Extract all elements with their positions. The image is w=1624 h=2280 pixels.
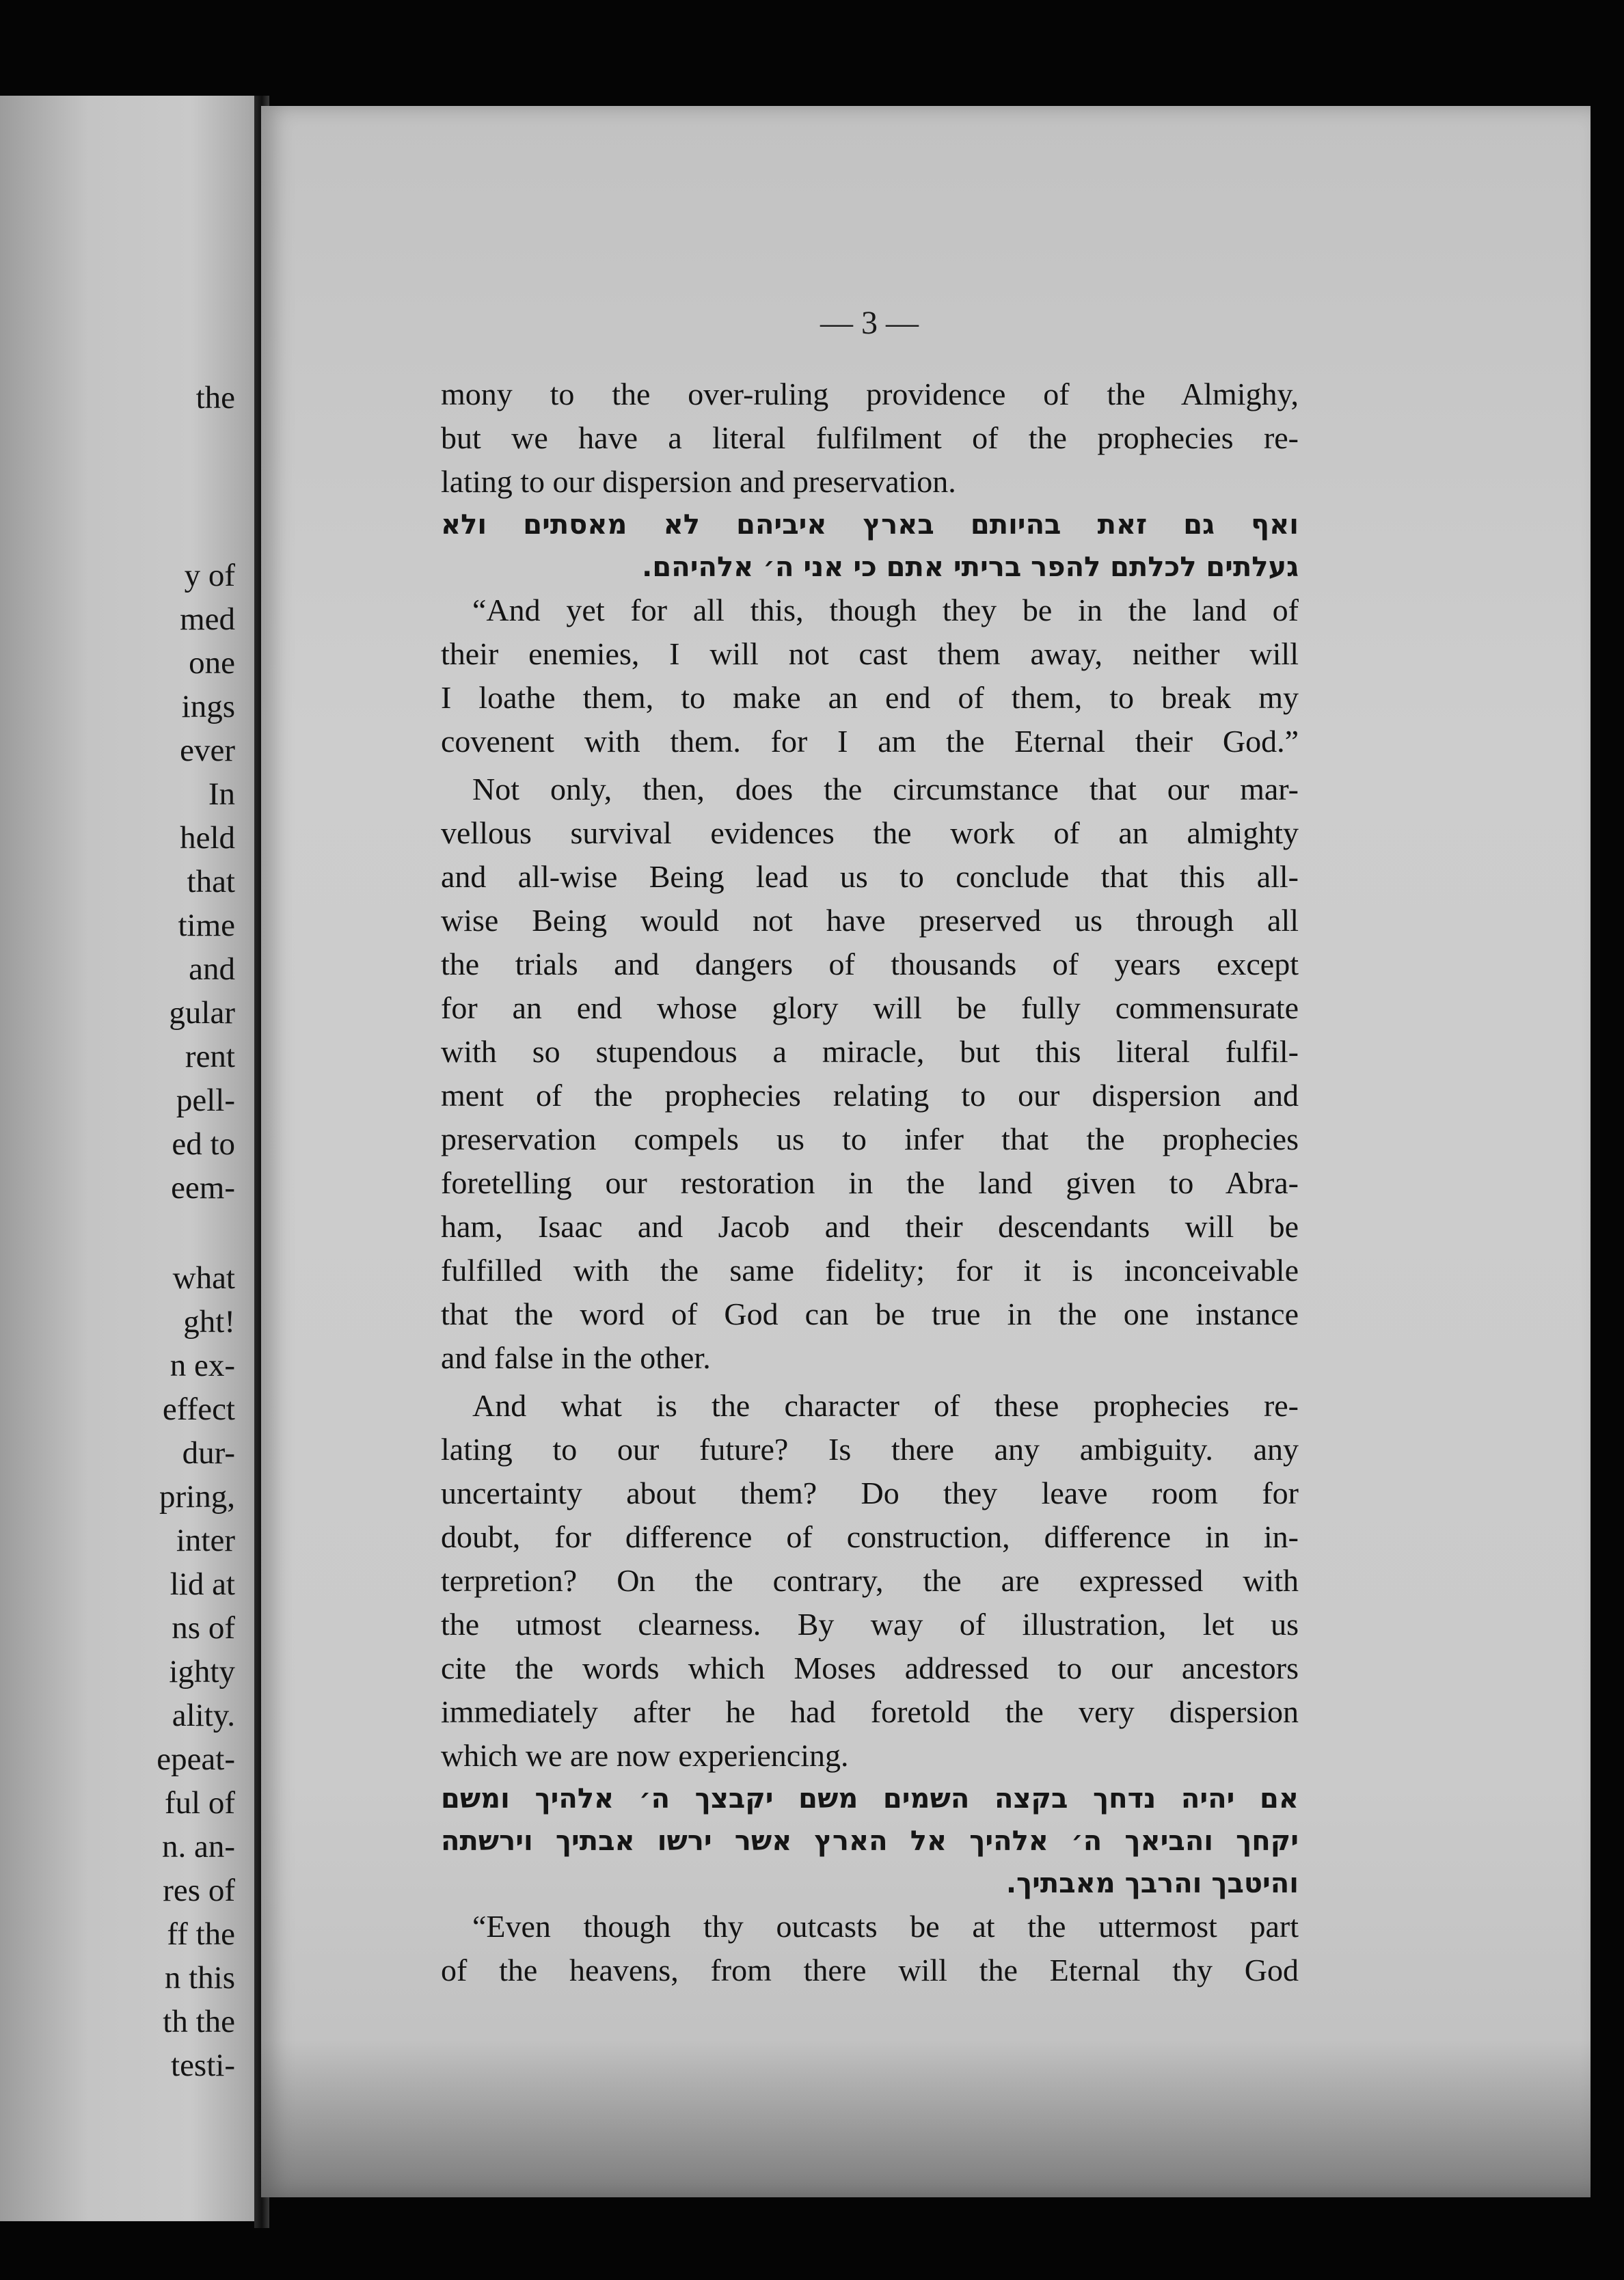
left-page-line: time	[178, 908, 235, 943]
left-page-line: n ex-	[170, 1348, 235, 1383]
left-page-line: ighty	[169, 1654, 235, 1689]
left-page-line: effect	[162, 1392, 235, 1427]
text-line: doubt, for difference of construction, difference in in-	[441, 1519, 1299, 1554]
text-line: I loathe them, to make an end of them, to break my	[441, 680, 1299, 715]
left-page-line: ever	[180, 733, 235, 768]
hebrew-text-line: ואף גם זאת בהיותם בארץ איביהם לא מאסתים ולא	[441, 509, 1299, 541]
text-line: and false in the other.	[441, 1340, 711, 1375]
left-page-line: th the	[163, 2004, 235, 2039]
text-line: covenent with them. for I am the Eternal their God.”	[441, 724, 1299, 759]
left-page-line: ns of	[172, 1610, 235, 1646]
text-line: terpretion? On the contrary, the are expressed with	[441, 1563, 1299, 1598]
left-page-line: ght!	[183, 1304, 235, 1340]
left-page-line: n this	[164, 1960, 235, 1996]
text-line: but we have a literal fulfilment of the prophecies re-	[441, 420, 1299, 455]
text-line: mony to the over-ruling providence of the Almighy,	[441, 377, 1299, 411]
left-page-line: med	[180, 601, 235, 637]
hebrew-text-line: והיטבך והרבך מאבתיך.	[1005, 1868, 1299, 1899]
text-line: immediately after he had foretold the very dispersion	[441, 1694, 1299, 1729]
text-line: fulfilled with the same fidelity; for it is inconceivable	[441, 1253, 1299, 1288]
left-page-line: held	[180, 820, 235, 856]
left-page-line: ed to	[172, 1126, 235, 1162]
text-line: ham, Isaac and Jacob and their descendants will be	[441, 1209, 1299, 1244]
left-page-line: pell-	[176, 1083, 235, 1118]
left-page-line: res of	[163, 1873, 235, 1908]
text-line: of the heavens, from there will the Eternal thy God	[441, 1953, 1299, 1987]
left-page-line: ings	[181, 689, 235, 724]
left-page-line: ff the	[167, 1916, 235, 1952]
text-line: “Even though thy outcasts be at the uttermost part	[472, 1909, 1299, 1944]
text-line: preservation compels us to infer that the prophecies	[441, 1122, 1299, 1156]
left-page-line: testi-	[171, 2048, 235, 2083]
hebrew-text-line: יקחך והביאך ה׳ אלהיך אל הארץ אשר ירשו אבתיך וירשתה	[441, 1826, 1299, 1857]
text-line: the utmost clearness. By way of illustration, let us	[441, 1607, 1299, 1642]
left-page-line: ful of	[164, 1785, 235, 1821]
left-page-line: rent	[185, 1039, 235, 1074]
text-line: lating to our future? Is there any ambiguity. any	[441, 1432, 1299, 1467]
page-stain	[261, 2040, 1591, 2197]
left-page-line: lid at	[170, 1566, 235, 1602]
text-line: that the word of God can be true in the one instance	[441, 1297, 1299, 1331]
left-page-line: the	[195, 380, 235, 416]
text-line: vellous survival evidences the work of an almighty	[441, 815, 1299, 850]
left-page-line: In	[208, 776, 235, 812]
hebrew-text-line: אם יהיה נדחך בקצה השמים משם יקבצך ה׳ אלהיך ומשם	[441, 1783, 1299, 1815]
left-page-line: inter	[176, 1523, 235, 1558]
previous-page	[0, 96, 254, 2221]
page-number: — 3 —	[820, 305, 919, 341]
left-page-line: eem-	[171, 1170, 235, 1206]
left-page-line: n. an-	[161, 1829, 235, 1864]
left-page-line: gular	[169, 995, 235, 1031]
text-line: And what is the character of these prophecies re-	[472, 1388, 1299, 1423]
left-page-line: that	[187, 864, 235, 899]
text-line: with so stupendous a miracle, but this literal fulfil-	[441, 1034, 1299, 1069]
text-line: which we are now experiencing.	[441, 1738, 849, 1773]
text-line: uncertainty about them? Do they leave room for	[441, 1476, 1299, 1510]
left-page-line: ality.	[172, 1698, 235, 1733]
text-line: and all-wise Being lead us to conclude that this all-	[441, 859, 1299, 894]
hebrew-text-line: געלתים לכלתם להפר בריתי אתם כי אני ה׳ אלהיהם.	[642, 552, 1299, 583]
left-page-line: y of	[184, 558, 235, 593]
text-line: for an end whose glory will be fully commensurate	[441, 990, 1299, 1025]
left-page-line: epeat-	[157, 1741, 235, 1777]
text-line: ment of the prophecies relating to our dispersion and	[441, 1078, 1299, 1113]
left-page-line: one	[189, 645, 235, 681]
text-line: lating to our dispersion and preservation.	[441, 464, 956, 499]
left-page-line: what	[172, 1260, 235, 1296]
text-line: wise Being would not have preserved us through all	[441, 903, 1299, 938]
left-page-line: and	[189, 951, 235, 987]
text-line: their enemies, I will not cast them away, neither will	[441, 636, 1299, 671]
left-page-line: pring,	[159, 1479, 235, 1515]
text-line: foretelling our restoration in the land given to Abra-	[441, 1165, 1299, 1200]
text-line: “And yet for all this, though they be in the land of	[472, 593, 1299, 627]
text-line: the trials and dangers of thousands of years except	[441, 947, 1299, 981]
text-line: Not only, then, does the circumstance that our mar-	[472, 772, 1299, 806]
text-line: cite the words which Moses addressed to our ancestors	[441, 1651, 1299, 1685]
left-page-line: dur-	[182, 1435, 235, 1471]
page-body-text	[441, 372, 1299, 1992]
